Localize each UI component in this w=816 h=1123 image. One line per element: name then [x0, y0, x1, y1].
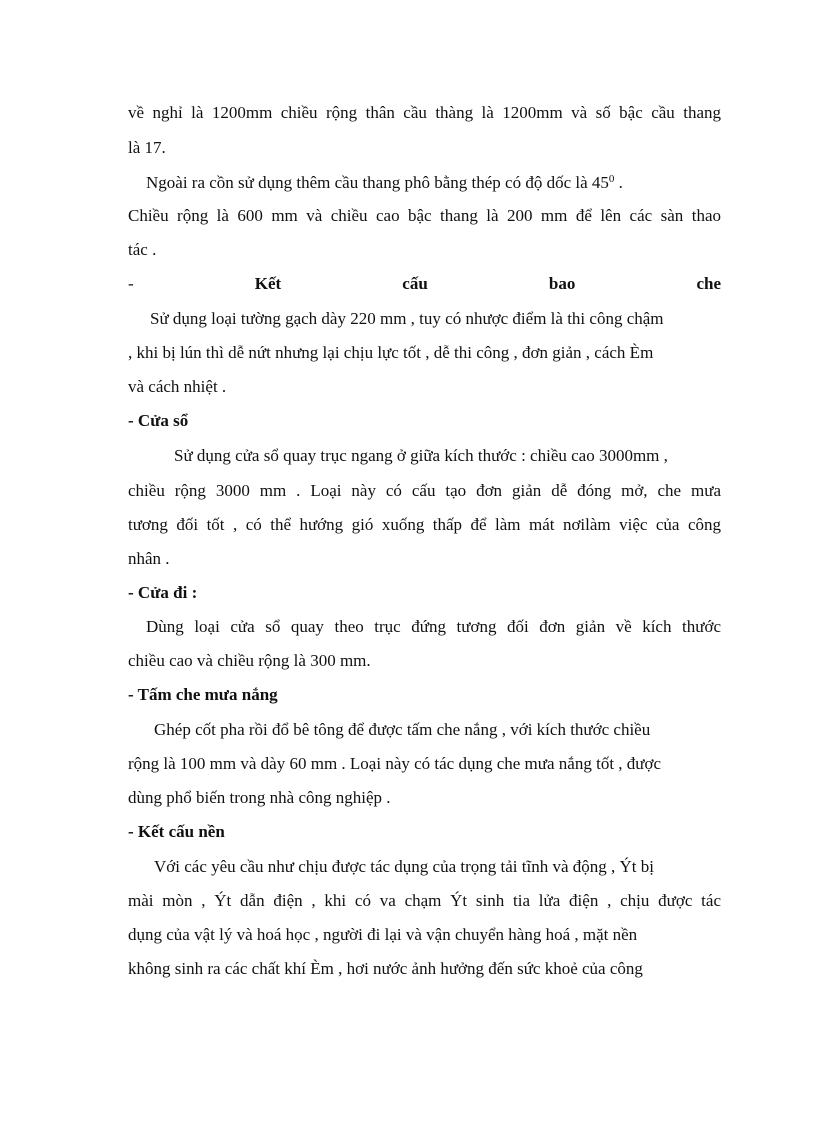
- heading-word-1: Kết: [254, 274, 282, 293]
- stairs-line-1-text: về nghỉ là 1200mm chiều rộng thân cầu thàng là 1200mm và số bậc cầu thang: [128, 103, 721, 122]
- window-line-4: nhân .: [128, 549, 170, 568]
- enclosure-heading: [128, 273, 721, 295]
- heading-word-3: bao: [548, 274, 576, 293]
- floor-line-3: dụng của vật lý và hoá học , người đi lại và vận chuyển hàng hoá , mặt nền: [128, 925, 638, 944]
- stairs-line-3-text: Ngoài ra cồn sử dụng thêm cầu thang phô bằng thép có độ dốc là 45: [146, 173, 609, 192]
- floor-line-4: không sinh ra các chất khí Èm , hơi nước ảnh hưởng đến sức khoẻ của công: [128, 959, 643, 978]
- window-line-3-text: tương đối tốt , có thể hướng gió xuống thấp để làm mát nơilàm việc của công: [128, 515, 721, 534]
- window-line-2: [128, 480, 721, 502]
- stairs-line-4: [128, 205, 721, 227]
- floor-line-2: [128, 890, 721, 912]
- floor-line-1: Với các yêu cầu như chịu được tác dụng của trọng tải tĩnh và động , Ýt bị: [154, 857, 654, 876]
- heading-word-2: cấu: [402, 274, 428, 293]
- stairs-line-2: là 17.: [128, 138, 166, 157]
- window-line-1: Sử dụng cửa sổ quay trục ngang ở giữa kích thước : chiều cao 3000mm ,: [174, 446, 668, 465]
- sunshade-heading: - Tấm che mưa nắng: [128, 685, 278, 704]
- sunshade-line-3: dùng phổ biến trong nhà công nghiệp .: [128, 788, 391, 807]
- door-line-2: chiều cao và chiều rộng là 300 mm.: [128, 651, 371, 670]
- window-line-2-text: chiều rộng 3000 mm . Loại này có cấu tạo đơn giản dễ đóng mở, che mưa: [128, 481, 721, 500]
- stairs-line-5: tác .: [128, 240, 157, 259]
- door-line-1: [146, 616, 721, 638]
- stairs-line-4-text: Chiều rộng là 600 mm và chiều cao bậc thang là 200 mm để lên các sàn thao: [128, 206, 721, 225]
- door-heading: - Cửa đi :: [128, 583, 198, 602]
- enclosure-line-2: , khi bị lún thì dễ nứt nhưng lại chịu lực tốt , dễ thi công , đơn giản , cách Èm: [128, 343, 654, 362]
- door-line-1-text: Dùng loại cửa sổ quay theo trục đứng tương đối đơn giản về kích thước: [146, 617, 721, 636]
- floor-line-2-text: mài mòn , Ýt dẫn điện , khi có va chạm Ýt sinh tia lửa điện , chịu được tác: [128, 891, 721, 910]
- degree-superscript: 0: [608, 173, 615, 185]
- sunshade-line-2: rộng là 100 mm và dày 60 mm . Loại này có tác dụng che mưa nắng tốt , được: [128, 754, 662, 773]
- enclosure-line-3: và cách nhiệt .: [128, 377, 227, 396]
- heading-dash: -: [128, 274, 134, 293]
- sunshade-line-1: Ghép cốt pha rồi đổ bê tông để được tấm che nắng , với kích thước chiều: [154, 720, 651, 739]
- window-line-3: [128, 514, 721, 536]
- stairs-line-1: [128, 102, 721, 124]
- stairs-line-3-end: .: [614, 173, 623, 192]
- floor-heading: - Kết cấu nền: [128, 822, 225, 841]
- stairs-line-3: [146, 172, 623, 194]
- window-heading: - Cửa sổ: [128, 411, 189, 430]
- heading-word-4: che: [696, 274, 721, 293]
- enclosure-line-1: Sử dụng loại tường gạch dày 220 mm , tuy có nhược điểm là thi công chậm: [150, 309, 664, 328]
